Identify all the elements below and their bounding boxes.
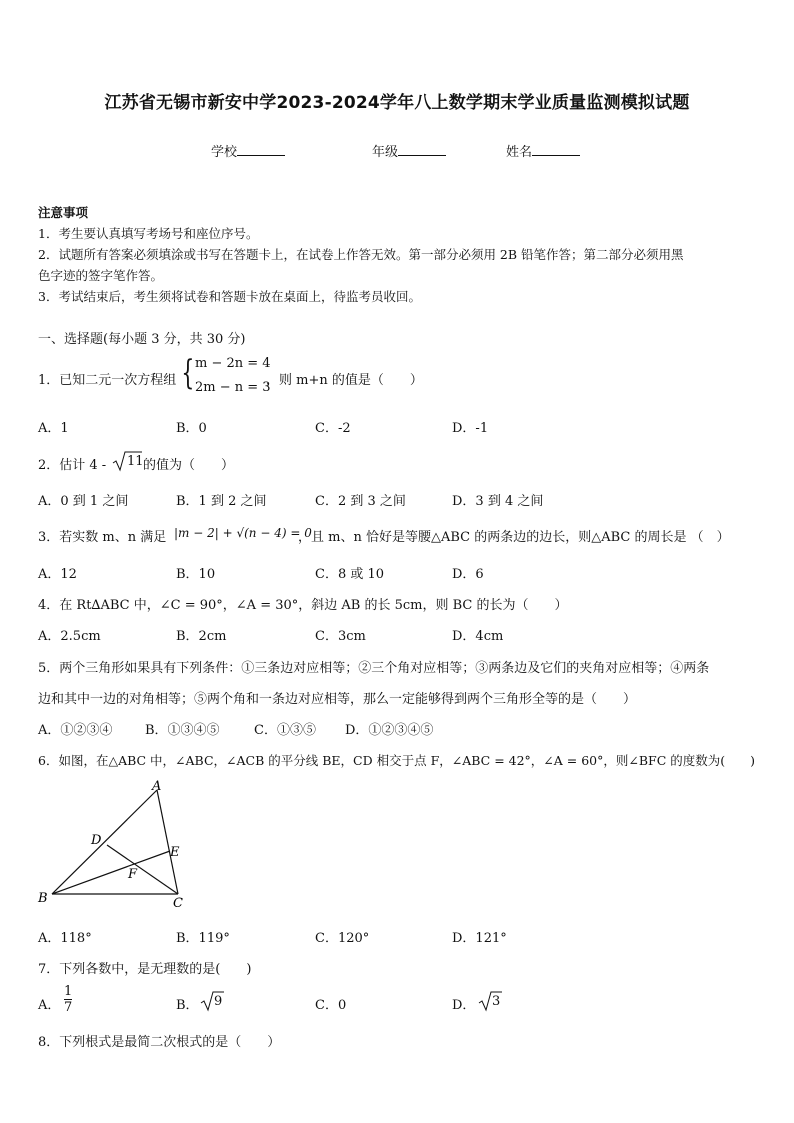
page-title: 江苏省无锡市新安中学2023-2024学年八上数学期末学业质量监测模拟试题 <box>104 93 690 113</box>
point-label-d: D <box>91 833 102 848</box>
q5-option: B．①③④⑤ <box>145 723 220 738</box>
q2-option: B．1 到 2 之间 <box>176 494 267 509</box>
q2-option: C．2 到 3 之间 <box>315 494 406 509</box>
q4-option: C．3cm <box>315 629 366 644</box>
q3-suffix: ，且 m、n 恰好是等腰△ABC 的两条边的边长，则△ABC 的周长是 （ ） <box>298 530 730 545</box>
q1-eq2: 2m − n = 3 <box>195 380 271 395</box>
q6-option: A．118° <box>38 931 92 946</box>
school-label: 学校 <box>211 145 238 160</box>
vertex-label-c: C <box>173 896 183 911</box>
vertex-label-b: B <box>38 891 48 906</box>
grade-label: 年级 <box>372 145 399 160</box>
fraction-numerator: 1 <box>64 984 73 999</box>
q6-text: 6．如图，在△ABC 中，∠ABC，∠ACB 的平分线 BE，CD 相交于点 F，∠ABC = 42°，∠A = 60°，则∠BFC 的度数为( ) <box>38 753 756 768</box>
brace-symbol: { <box>181 353 195 393</box>
grade-blank <box>398 143 446 156</box>
notice-item: 2．试题所有答案必须填涂或书写在答题卡上，在试卷上作答无效。第一部分必须用 2B 铅笔作答；第二部分必须用黑 <box>38 247 684 262</box>
q3-option: A．12 <box>38 567 77 582</box>
vertex-label-a: A <box>152 779 162 794</box>
q7-option-d-radicand: 3 <box>492 994 501 1009</box>
q1-eq1: m − 2n = 4 <box>195 356 271 371</box>
q5-option: A．①②③④ <box>38 723 113 738</box>
q3-option: C．8 或 10 <box>315 567 385 582</box>
name-blank <box>532 143 580 156</box>
notice-item: 色字迹的签字笔作答。 <box>38 268 164 283</box>
fraction <box>64 984 72 1015</box>
q6-option: C．120° <box>315 931 370 946</box>
name-label: 姓名 <box>506 145 533 160</box>
school-blank <box>237 143 285 156</box>
triangle-figure <box>30 778 200 913</box>
q7-option-d-label: D． <box>452 998 476 1013</box>
q5-line: 5．两个三角形如果具有下列条件：①三条边对应相等；②三个角对应相等；③两条边及它们的夹角对应相等；④两条 <box>38 661 710 676</box>
q3-option: B．10 <box>176 567 216 582</box>
q6-option: D．121° <box>452 931 507 946</box>
q4-option: A．2.5cm <box>38 629 101 644</box>
school-field <box>211 141 285 160</box>
q2-radicand: 11 <box>127 454 144 469</box>
point-label-e: E <box>170 845 180 860</box>
q2-option: A．0 到 1 之间 <box>38 494 129 509</box>
q4-option: B．2cm <box>176 629 227 644</box>
notice-item: 3．考试结束后，考生须将试卷和答题卡放在桌面上，待监考员收回。 <box>38 289 421 304</box>
q2-prefix: 2．估计 4 - <box>38 458 107 473</box>
q1-option: B．0 <box>176 421 207 436</box>
q2-option: D．3 到 4 之间 <box>452 494 544 509</box>
q4-text: 4．在 Rt∆ABC 中，∠C = 90°，∠A = 30°，斜边 AB 的长 5cm，则 BC 的长为（ ） <box>38 598 568 613</box>
q7-option-b-radicand: 9 <box>214 994 223 1009</box>
q1-option: A．1 <box>38 421 69 436</box>
name-field <box>506 141 580 160</box>
q1-option: D．-1 <box>452 421 489 436</box>
q7-option-a-label: A． <box>38 998 61 1013</box>
q5-option: D．①②③④⑤ <box>345 723 434 738</box>
point-label-f: F <box>128 867 138 882</box>
q5-line: 边和其中一边的对角相等；⑤两个角和一条边对应相等，那么一定能够得到两个三角形全等的是（ ） <box>38 692 637 707</box>
q1-suffix: ，则 m+n 的值是（ ） <box>266 373 423 388</box>
q6-option: B．119° <box>176 931 230 946</box>
notice-item: 1．考生要认真填写考场号和座位序号。 <box>38 226 259 241</box>
q4-option: D．4cm <box>452 629 504 644</box>
q3-prefix: 3．若实数 m、n 满足 <box>38 530 167 545</box>
q5-option: C．①③⑤ <box>254 723 316 738</box>
q3-option: D．6 <box>452 567 484 582</box>
q2-suffix: 的值为（ ） <box>143 458 235 473</box>
section-heading: 一、选择题(每小题 3 分，共 30 分) <box>38 332 246 347</box>
q8-text: 8．下列根式是最简二次根式的是（ ） <box>38 1035 281 1050</box>
q1-option: C．-2 <box>315 421 351 436</box>
q7-option-b-label: B． <box>176 998 199 1013</box>
q1-prefix: 1．已知二元一次方程组 <box>38 373 177 388</box>
q7-text: 7．下列各数中，是无理数的是( ) <box>38 962 252 977</box>
fraction-denominator: 7 <box>64 1000 73 1015</box>
q7-option-c: C．0 <box>315 998 347 1013</box>
notice-heading: 注意事项 <box>38 205 89 220</box>
grade-field <box>372 141 446 160</box>
q3-expression: |m − 2| + √(n − 4) = 0 <box>174 526 312 540</box>
